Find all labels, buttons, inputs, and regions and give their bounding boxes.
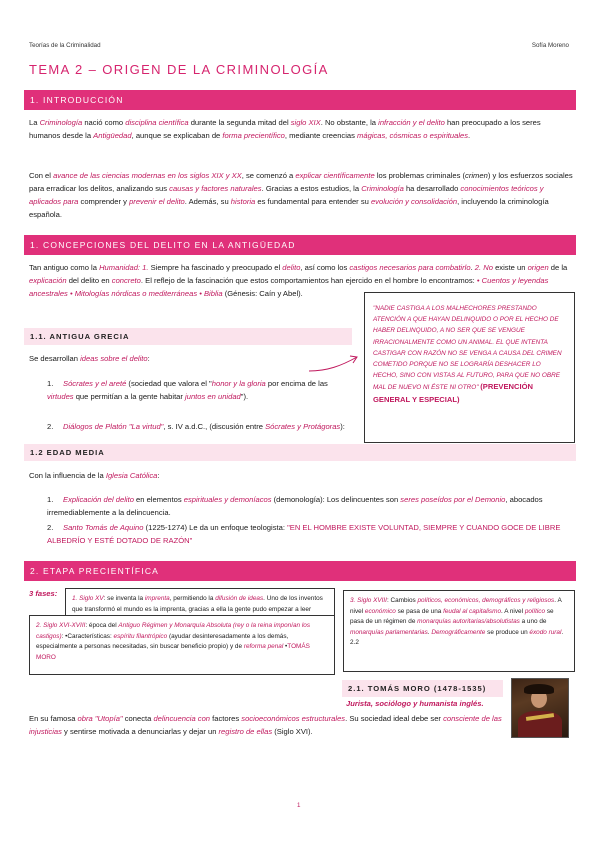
emphasis-run: conocimientos teóricos y aplicados para (29, 184, 544, 206)
emphasis-run: Antigüedad (93, 131, 132, 140)
emphasis-run: honor y la gloria (211, 379, 266, 388)
text-run: , así como los (300, 263, 350, 272)
emphasis-run: infracción y el delito (378, 118, 445, 127)
text-run: Se desarrollan (29, 354, 81, 363)
emphasis-run: castigos necesarios para combatirlo (349, 263, 471, 272)
emphasis-run: registro de ellas (218, 727, 273, 736)
text-run: , aunque se explicaban de (131, 131, 223, 140)
emphasis-run: espirituales y demoníacos (183, 495, 272, 504)
text-run: La (29, 118, 40, 127)
section-heading-antiguedad: 1. CONCEPCIONES DEL DELITO EN LA ANTIGÜEDAD (24, 235, 576, 255)
text-run: (Génesis: Caín y Abel). (222, 289, 303, 298)
fase-box-3 (343, 590, 575, 672)
tomas-moro-portrait (511, 678, 569, 738)
emphasis-run: mágicas, cósmicas o espirituales (357, 131, 469, 140)
quote-text: "NADIE CASTIGA A LOS MALHECHORES PRESTANDO ATENCIÓN A QUE HAYAN DELINQUIDO O POR EL HECHO DE HABER DELINQUIDO, A NO SER QUE SE VENGUE IRRACIONALMENTE COMO UN ANIMAL. EL QUE INTENTA CASTIGAR CON RAZÓN NO SE VENGA A CAUSA DEL CRIMEN COMETIDO PORQUE NO SE LOGRARÍA DESHACER LO HECHO, SINO CON VISTAS AL FUTURO, PARA QUE NO OBRE MAL DE NUEVO NI ÉSTE NI OTRO" (373, 305, 562, 392)
emphasis-run: políticos, económicos, demográficos y religiosos (417, 597, 555, 604)
emphasis-run: juntos en unidad (185, 392, 241, 401)
text-run: : (147, 354, 150, 363)
text-run: ): (340, 422, 345, 431)
text-run: . Gracias a estos estudios, la (261, 184, 362, 193)
text-run: . 2.2 (350, 628, 564, 646)
text-run: . No obstante, la (320, 118, 379, 127)
text-run: . (468, 131, 471, 140)
emphasis-run: 3. Siglo XVIII (350, 597, 387, 604)
intro-paragraph-2 (29, 169, 574, 221)
emphasis-run: Demográficamente (431, 628, 486, 636)
text-run: . Uno de los inventos que transformó el mundo es la imprenta, gracias a ella la gente pudo empezar a leer (72, 595, 323, 613)
text-run: conecta (122, 714, 154, 723)
text-run: En su famosa (29, 714, 78, 723)
text-run: : (157, 471, 160, 480)
text-run: es fundamental para entender su (255, 197, 371, 206)
text-run: durante la segunda mitad del (188, 118, 291, 127)
emphasis-run: seres poseídos por el Demonio (400, 495, 506, 504)
emphasis-run: "EN EL HOMBRE EXISTE VOLUNTAD, SIEMPRE Y CUANDO GOCE DE LIBRE ALBEDRÍO Y ESTÉ DOTADO DE RAZÓN" (47, 523, 561, 545)
text-run: Con el (29, 171, 54, 180)
text-run: (sociedad que valora el " (126, 379, 212, 388)
text-run: se pasa de una (395, 607, 444, 615)
subheading-tomas-moro: 2.1. TOMÁS MORO (1478-1535) (342, 680, 503, 697)
emphasis-run: espíritu filantrópico (113, 632, 168, 640)
emphasis-run: consciente de las injusticias (29, 714, 502, 736)
emphasis-run: Humanidad: 1. (99, 263, 149, 272)
text-run: , permitiendo la (169, 595, 216, 602)
emphasis-run: monarquías parlamentarias (350, 628, 428, 636)
emphasis-run: político (524, 607, 546, 615)
header-left: Teorías de la Criminalidad (29, 42, 101, 49)
text-run: Tan antiguo como la (29, 263, 100, 272)
text-run: que permitían a la gente habitar (73, 392, 186, 401)
emphasis-run: Diálogos de Platón "La virtud" (63, 422, 164, 431)
emphasis-run: explicación (29, 276, 67, 285)
text-run: ha desarrollado (403, 184, 461, 193)
subheading-edad-media: 1.2 EDAD MEDIA (24, 444, 576, 461)
text-run: ) y los esfuerzos sociales para erradicar los delitos, analizando sus (29, 171, 573, 193)
emphasis-run: Iglesia Católica (105, 471, 158, 480)
emphasis-run: Santo Tomás de Aquino (63, 523, 144, 532)
emphasis-run: explicar científicamente (295, 171, 375, 180)
text-run: factores (210, 714, 242, 723)
emphasis-run: ideas sobre el delito (80, 354, 148, 363)
edad-media-intro (29, 469, 574, 482)
emphasis-run: delincuencia con (153, 714, 211, 723)
text-run: • (283, 643, 288, 650)
text-run: Con la influencia de la (29, 471, 106, 480)
intro-paragraph-1 (29, 116, 574, 142)
emphasis-run: éxodo rural (529, 628, 562, 636)
grecia-intro (29, 352, 329, 365)
emphasis-run: prevenir el delito (129, 197, 185, 206)
text-run: . A nivel (350, 597, 562, 615)
section-heading-precientifica: 2. ETAPA PRECIENTÍFICA (24, 561, 576, 581)
emphasis-run: feudal al capitalismo (443, 607, 501, 615)
quote-tail: (PREVENCIÓN GENERAL Y ESPECIAL) (373, 382, 534, 404)
emphasis-run: crimen (465, 171, 488, 180)
emphasis-run: virtudes (47, 392, 74, 401)
emphasis-run: origen (527, 263, 549, 272)
text-run: : •Características: (61, 632, 114, 640)
section-heading-introduccion: 1. INTRODUCCIÓN (24, 90, 576, 110)
emphasis-run: monarquías autoritarias/absolutistas (417, 618, 520, 625)
emphasis-run: difusión de ideas (215, 595, 264, 602)
edad-media-item-1: 1. Explicación del delito en elementos espirituales y demoníacos (demonología): Los delincuentes son seres poseídos por el Demonio, abocados irremediablemente a la delincuencia. (47, 495, 543, 517)
subheading-grecia: 1.1. ANTIGUA GRECIA (24, 328, 352, 345)
text-run: . (470, 263, 475, 272)
text-run: "). (240, 392, 249, 401)
text-run: (demonología): Los delincuentes son (271, 495, 401, 504)
emphasis-run: obra "Utopía" (77, 714, 123, 723)
text-run: se produce un (485, 628, 530, 636)
text-run: . Su sociedad ideal debe ser (345, 714, 444, 723)
tomas-moro-text (29, 712, 505, 738)
emphasis-run: 1. Siglo XV (72, 595, 104, 602)
text-run: , mediante creencias (284, 131, 358, 140)
fase-box-2 (29, 615, 335, 675)
text-run: en elementos (133, 495, 184, 504)
text-run: , abocados irremediablemente a la delincuencia. (47, 495, 543, 517)
emphasis-run: delito (282, 263, 301, 272)
text-run: . El reflejo de la fascinación que estos comportamientos han ejercido en el hombre lo encontramos: (140, 276, 477, 285)
emphasis-run: disciplina científica (125, 118, 189, 127)
emphasis-run: • Cuentos y leyendas ancestrales • Mitologías nórdicas o mediterráneas • Biblia (29, 276, 549, 298)
text-run: , se comenzó a (241, 171, 296, 180)
page-number: 1 (297, 802, 301, 809)
text-run: (Siglo XVI). (272, 727, 313, 736)
emphasis-run: historia (230, 197, 256, 206)
emphasis-run: Criminología (361, 184, 404, 193)
emphasis-run: forma precientífico (222, 131, 285, 140)
text-run: los problemas criminales ( (374, 171, 466, 180)
text-run: : época del (85, 622, 119, 629)
text-run: de la (548, 263, 568, 272)
emphasis-run: 2. No (474, 263, 493, 272)
fases-label: 3 fases: (29, 589, 58, 598)
text-run: Siempre ha fascinado y preocupado el (148, 263, 283, 272)
grecia-item-2: 2. Diálogos de Platón "La virtud", s. IV a.d.C., (discusión entre Sócrates y Protágoras): (47, 422, 345, 431)
emphasis-run: TOMÁS MORO (36, 643, 310, 661)
page-title: TEMA 2 – ORIGEN DE LA CRIMINOLOGÍA (29, 62, 329, 77)
text-run: : Cambios (386, 597, 418, 604)
emphasis-run: Criminología (39, 118, 83, 127)
emphasis-run: Sócrates y Protágoras (265, 422, 341, 431)
emphasis-run: socioeconómicos estructurales (241, 714, 346, 723)
text-run: , incluyendo la criminología española. (29, 197, 549, 219)
emphasis-run: 2. Siglo XVI-XVIII (36, 622, 86, 629)
emphasis-run: causas y factores naturales (169, 184, 262, 193)
text-run: a uno de (519, 618, 547, 625)
text-run: existe un (492, 263, 528, 272)
edad-media-item-2: 2. Santo Tomás de Aquino (1225-1274) Le da un enfoque teologista: "EN EL HOMBRE EXISTE VOLUNTAD, SIEMPRE Y CUANDO GOCE DE LIBRE ALBEDRÍO Y ESTÉ DOTADO DE RAZÓN" (47, 523, 561, 545)
text-run: , s. IV a.d.C., (discusión entre (163, 422, 266, 431)
text-run: han preocupado a los seres humanos desde la (29, 118, 541, 140)
text-run: (ayudar desinteresadamente a los demás, especialmente a personas necesitadas, sin buscar beneficio propio) y de (36, 632, 289, 650)
text-run: por encima de las (265, 379, 328, 388)
emphasis-run: avance de las ciencias modernas en los siglos XIX y XX (53, 171, 242, 180)
emphasis-run: concreto (111, 276, 141, 285)
text-run: (1225-1274) Le da un enfoque teologista: (143, 523, 288, 532)
text-run: . (427, 628, 432, 636)
text-run: se pasa de un régimen de (350, 607, 554, 625)
grecia-item-1: 1. Sócrates y el areté (sociedad que valora el "honor y la gloria por encima de las virtudes que permitían a la gente habitar juntos en unidad"). (47, 379, 328, 401)
text-run: . Además, su (184, 197, 231, 206)
emphasis-run: Sócrates y el areté (63, 379, 127, 388)
text-run: nació como (82, 118, 126, 127)
emphasis-run: siglo XIX (290, 118, 321, 127)
text-run: : se inventa la (103, 595, 145, 602)
tomas-moro-subtitle: Jurista, sociólogo y humanista inglés. (346, 699, 484, 708)
emphasis-run: Antiguo Régimen y Monarquía Absoluta (rey o la reina imponían los castigos) (36, 622, 311, 640)
text-run: del delito en (66, 276, 112, 285)
header-right: Sofía Moreno (531, 42, 569, 49)
text-run: y sentirse motivada a denunciarlas y dejar un (61, 727, 219, 736)
emphasis-run: económico (364, 607, 396, 615)
emphasis-run: Explicación del delito (63, 495, 134, 504)
text-run: . A nivel (501, 607, 525, 615)
emphasis-run: evolución y consolidación (370, 197, 458, 206)
emphasis-run: imprenta (144, 595, 170, 602)
emphasis-run: reforma penal (243, 643, 284, 650)
text-run: comprender y (78, 197, 130, 206)
